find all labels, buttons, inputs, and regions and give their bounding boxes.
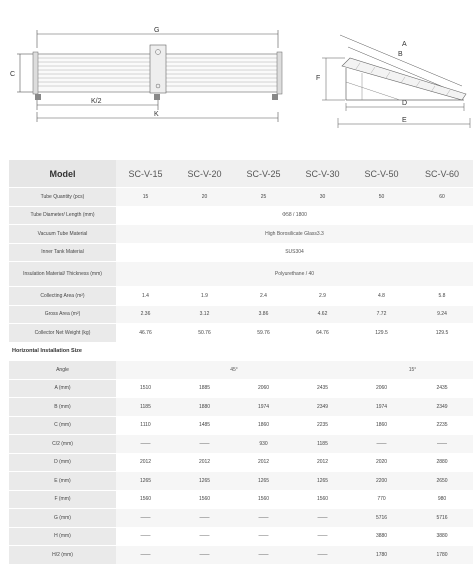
cell: 1780 [411,546,473,565]
installation-diagrams [0,0,474,140]
dim-label-f: F [316,75,321,82]
table-row [9,398,473,417]
cell: 2200 [352,472,411,491]
cell: 2.36 [116,305,175,324]
table-row [9,305,473,324]
cell: 5716 [411,509,473,528]
cell: 2012 [175,453,234,472]
cell: 64.76 [293,324,352,343]
table-row [9,287,473,306]
table-row [9,243,473,262]
dim-label-k: K [154,111,159,118]
cell: 129.5 [352,324,411,343]
table-row [9,324,473,343]
row-label: F (mm) [9,490,116,509]
table-row [9,435,473,454]
merged-cell: Φ58 / 1800 [116,206,473,225]
cell: 770 [352,490,411,509]
table-header-row [9,160,473,188]
table-row [9,527,473,546]
dim-label-c: C [10,71,16,78]
dim-label-d: D [402,100,408,107]
table-row [9,206,473,225]
row-label: Tube Quantity (pcs) [9,188,116,207]
cell: 1.9 [175,287,234,306]
cell: —— [175,527,234,546]
cell: —— [293,527,352,546]
cell: 3.86 [234,305,293,324]
table-row [9,453,473,472]
cell: 1265 [175,472,234,491]
cell: 980 [411,490,473,509]
cell: 2012 [234,453,293,472]
cell: 20 [175,188,234,207]
cell: 2235 [293,416,352,435]
header-model-2: SC-V-20 [175,160,234,188]
row-label: C (mm) [9,416,116,435]
row-label: E (mm) [9,472,116,491]
cell: 2.9 [293,287,352,306]
cell: 2060 [352,379,411,398]
cell: 2012 [116,453,175,472]
cell: —— [116,546,175,565]
cell: 2650 [411,472,473,491]
cell: 1.4 [116,287,175,306]
cell: —— [116,435,175,454]
install-table-body [9,379,473,564]
cell: 1485 [175,416,234,435]
cell: 1560 [234,490,293,509]
table-row [9,472,473,491]
side-view-diagram [0,0,474,140]
cell: 1185 [293,435,352,454]
row-label: H (mm) [9,527,116,546]
table-row [9,225,473,244]
cell: —— [116,527,175,546]
table-row [9,262,473,287]
cell: —— [234,546,293,565]
row-label: H/2 (mm) [9,546,116,565]
cell: 1780 [352,546,411,565]
table-row [9,379,473,398]
table-row [9,416,473,435]
cell: —— [293,509,352,528]
row-label: Inner Tank Material [9,243,116,262]
cell: 2020 [352,453,411,472]
row-label: Insulation Material/ Thickness (mm) [9,262,116,287]
table-row [9,509,473,528]
cell: 930 [234,435,293,454]
dim-label-g: G [154,27,160,34]
cell: 50.76 [175,324,234,343]
cell: 59.76 [234,324,293,343]
header-model-6: SC-V-60 [411,160,473,188]
cell: 1974 [234,398,293,417]
cell: 2435 [293,379,352,398]
cell: 3880 [411,527,473,546]
cell: 5716 [352,509,411,528]
table-row [9,188,473,207]
table-row [9,546,473,565]
merged-cell: Polyurethane / 40 [116,262,473,287]
cell: 129.5 [411,324,473,343]
section-row [9,342,473,361]
row-label: Vacuum Tube Material [9,225,116,244]
cell: 1265 [116,472,175,491]
cell: —— [175,435,234,454]
cell: 2349 [411,398,473,417]
cell: 1860 [352,416,411,435]
dim-label-k2: K/2 [91,98,102,105]
header-model-5: SC-V-50 [352,160,411,188]
merged-cell: 15° [352,361,473,380]
cell: 2060 [234,379,293,398]
row-label: C/2 (mm) [9,435,116,454]
header-model: Model [9,160,116,188]
cell: 5.8 [411,287,473,306]
cell: 1265 [234,472,293,491]
cell: —— [234,527,293,546]
row-label: Collecting Area (m²) [9,287,116,306]
row-label: Gross Area (m²) [9,305,116,324]
table-row [9,490,473,509]
header-model-3: SC-V-25 [234,160,293,188]
row-label: G (mm) [9,509,116,528]
header-model-4: SC-V-30 [293,160,352,188]
row-label: B (mm) [9,398,116,417]
row-label: Angle [9,361,116,380]
cell: 1880 [175,398,234,417]
header-model-1: SC-V-15 [116,160,175,188]
dim-label-e: E [402,117,407,124]
cell: 2235 [411,416,473,435]
cell: 3880 [352,527,411,546]
cell: 9.24 [411,305,473,324]
dim-label-a: A [402,41,407,48]
cell: 2435 [411,379,473,398]
cell: —— [411,435,473,454]
merged-cell: SUS304 [116,243,473,262]
cell: 1885 [175,379,234,398]
cell: 3.12 [175,305,234,324]
cell: —— [234,509,293,528]
cell: 2012 [293,453,352,472]
cell: 60 [411,188,473,207]
merged-cell: High Borosilicate Glass3.3 [116,225,473,244]
cell: —— [175,509,234,528]
cell: 1265 [293,472,352,491]
table-row [9,361,473,380]
cell: 50 [352,188,411,207]
dim-label-b: B [398,51,403,58]
cell: 1510 [116,379,175,398]
cell: —— [175,546,234,565]
cell: 1974 [352,398,411,417]
cell: 2.4 [234,287,293,306]
cell: 7.72 [352,305,411,324]
row-label: Tube Diameter/ Length (mm) [9,206,116,225]
cell: —— [352,435,411,454]
cell: 1110 [116,416,175,435]
cell: 30 [293,188,352,207]
cell: 4.8 [352,287,411,306]
cell: —— [116,509,175,528]
cell: 1185 [116,398,175,417]
section-title: Horizontal Installation Size [9,342,473,361]
cell: 1560 [116,490,175,509]
cell: 15 [116,188,175,207]
spec-table-body [9,188,473,380]
spec-table [9,160,473,565]
cell: —— [293,546,352,565]
cell: 25 [234,188,293,207]
row-label: A (mm) [9,379,116,398]
cell: 2349 [293,398,352,417]
cell: 4.62 [293,305,352,324]
row-label: Collector Net Weight (kg) [9,324,116,343]
row-label: D (mm) [9,453,116,472]
cell: 1560 [293,490,352,509]
cell: 1560 [175,490,234,509]
merged-cell: 45° [116,361,352,380]
cell: 2880 [411,453,473,472]
cell: 1860 [234,416,293,435]
cell: 46.76 [116,324,175,343]
